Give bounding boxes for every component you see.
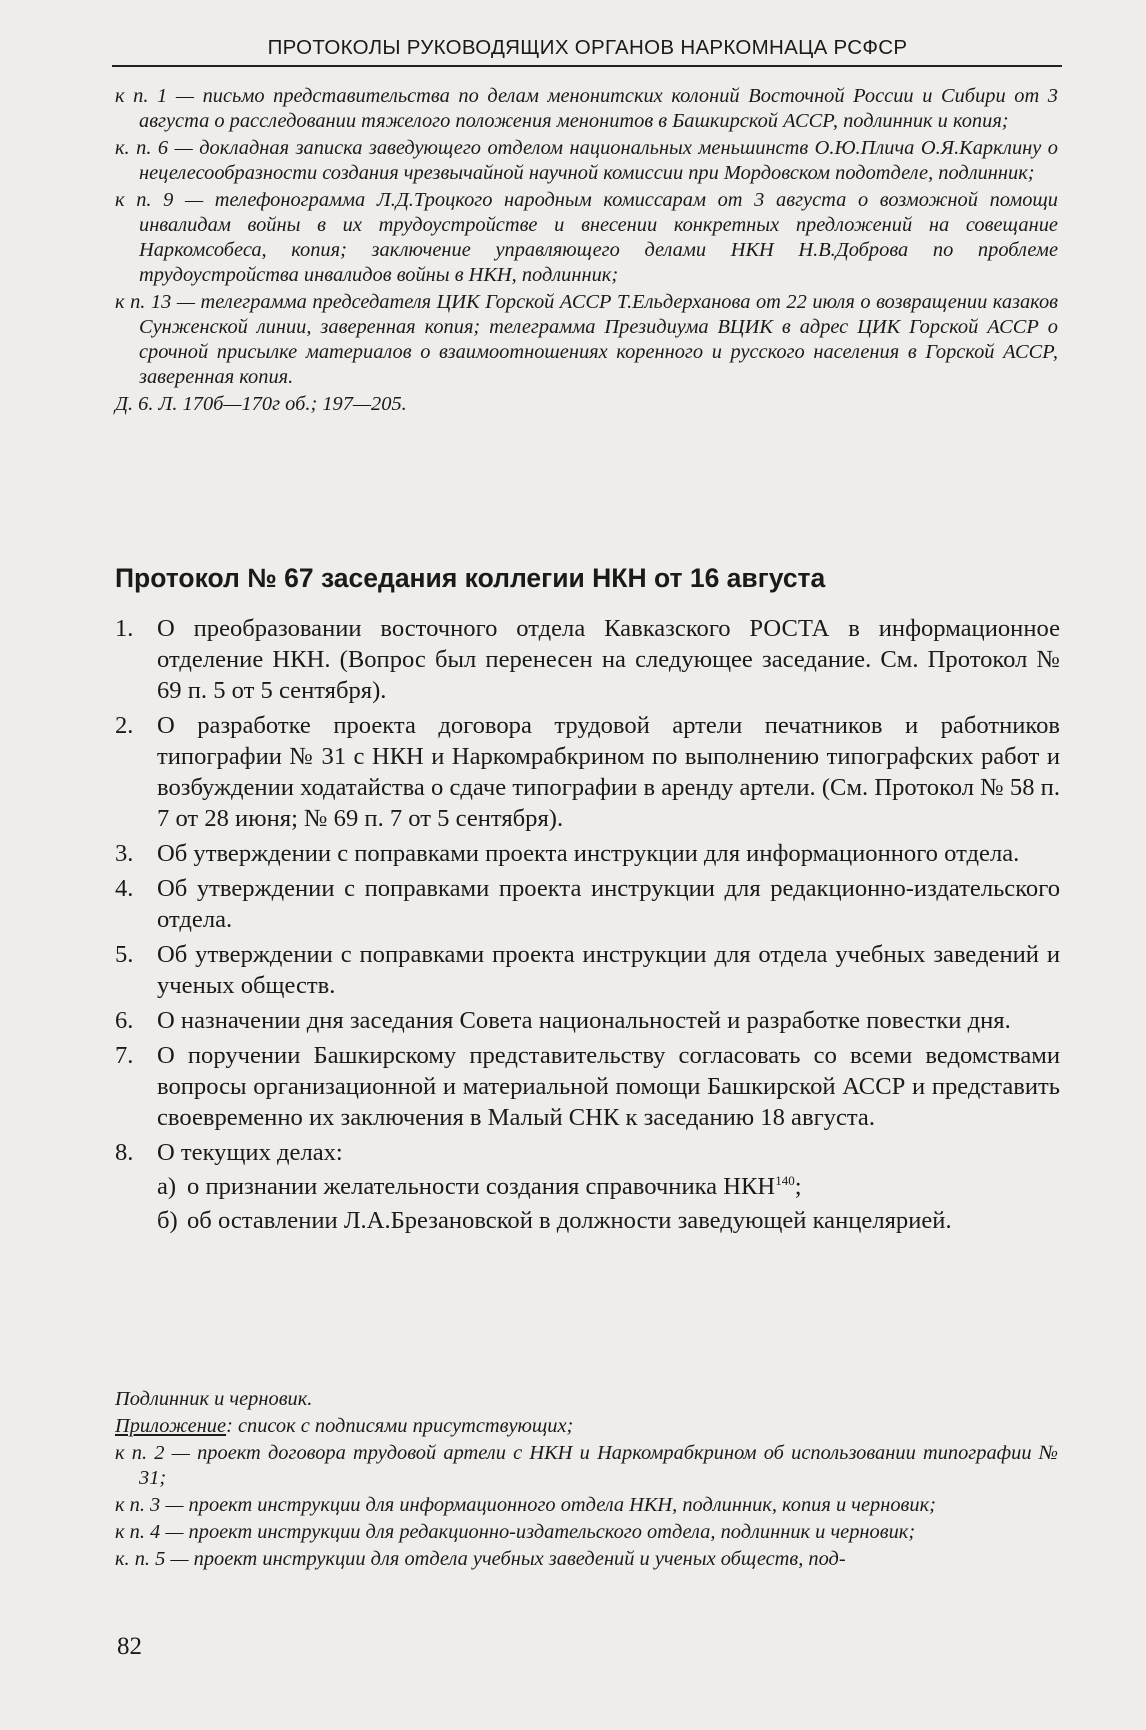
agenda-list <box>115 613 1060 1240</box>
note-item-6: к. п. 6 — докладная записка заведующего отделом национальных меньшинств О.Ю.Плича О.Я.Карклину о нецелесообразности создания чрезвычайной научной комиссии при Мордовском подотделе, подлинник; <box>115 137 1058 184</box>
agenda-item <box>115 838 1060 869</box>
item-number: 3. <box>115 840 134 867</box>
sub-item <box>157 1205 1060 1236</box>
item-number: 8. <box>115 1139 134 1166</box>
item-text: О поручении Башкирскому представительству согласовать со всеми ведомствами вопросы организационной и материальной помощи Башкирской АССР и представить своевременно их заключения в Малый СНК к заседанию 18 августа. <box>157 1042 1060 1131</box>
running-head: ПРОТОКОЛЫ РУКОВОДЯЩИХ ОРГАНОВ НАРКОМНАЦА РСФСР <box>267 36 908 59</box>
sub-item <box>157 1171 1060 1202</box>
item-number: 1. <box>115 615 134 642</box>
item-text: Об утверждении с поправками проекта инструкции для редакционно-издательского отдела. <box>157 875 1060 933</box>
header-rule <box>112 65 1062 67</box>
bottom-notes-block <box>115 1387 1058 1572</box>
appendix-line <box>115 1414 1058 1439</box>
top-notes-block <box>115 84 1058 417</box>
agenda-item <box>115 1137 1060 1236</box>
note-item-13: к п. 13 — телеграмма председателя ЦИК Горской АССР Т.Ельдерханова от 22 июля о возвращении казаков Сунженской линии, заверенная копия; телеграмма Президиума ВЦИК в адрес ЦИК Горской АССР о срочной присылке материалов о взаимоотношениях коренного и русского населения в Горской АССР, заверенная копия. <box>115 291 1058 388</box>
page-number: 82 <box>117 1633 142 1660</box>
agenda-item <box>115 873 1060 935</box>
item-text: О назначении дня заседания Совета национальностей и разработке повестки дня. <box>157 1007 1011 1034</box>
archive-reference: Д. 6. Л. 170б—170г об.; 197—205. <box>115 393 407 415</box>
protocol-heading: Протокол № 67 заседания коллегии НКН от 16 августа <box>115 563 826 593</box>
item-text: О преобразовании восточного отдела Кавказского РОСТА в информационное отделение НКН. (Вопрос был перенесен на следующее заседание. См. Протокол № 69 п. 5 от 5 сентября). <box>157 615 1060 704</box>
agenda-item <box>115 1005 1060 1036</box>
sub-item-text: об оставлении Л.А.Брезановской в должности заведующей канцелярией. <box>187 1207 952 1234</box>
sub-item-tail: ; <box>794 1173 802 1200</box>
sub-item-text: о признании желательности создания справочника НКН <box>187 1173 776 1200</box>
item-text: О разработке проекта договора трудовой артели печатников и работников типографии № 31 с НКН и Наркомрабкрином по выполнению типографских работ и возбуждении ходатайства о сдаче типографии в аренду артели. (См. Протокол № 58 п. 7 от 28 июня; № 69 п. 7 от 5 сентября). <box>157 712 1060 832</box>
note-item-5: к. п. 5 — проект инструкции для отдела учебных заведений и ученых обществ, под- <box>115 1548 846 1570</box>
item-text: О текущих делах: <box>157 1139 343 1166</box>
agenda-item <box>115 710 1060 834</box>
note-item-1: к п. 1 — письмо представительства по делам менонитских колоний Восточной России и Сибири от 3 августа о расследовании тяжелого положения менонитов в Башкирской АССР, подлинник и копия; <box>115 85 1058 132</box>
item-number: 2. <box>115 712 134 739</box>
note-item-3: к п. 3 — проект инструкции для информационного отдела НКН, подлинник, копия и черновик; <box>115 1494 936 1516</box>
note-item-2: к п. 2 — проект договора трудовой артели с НКН и Наркомрабкрином об использовании типографии № 31; <box>115 1442 1058 1489</box>
agenda-item <box>115 1040 1060 1133</box>
footnote-ref: 140 <box>775 1172 795 1188</box>
item-number: 6. <box>115 1007 134 1034</box>
item-number: 4. <box>115 875 134 902</box>
source-note: Подлинник и черновик. <box>115 1388 313 1410</box>
sub-item-letter: б) <box>157 1207 178 1234</box>
note-item-9: к п. 9 — телефонограмма Л.Д.Троцкого народным комиссарам от 3 августа о возможной помощи инвалидам войны в их трудоустройстве и внесении конкретных предложений на совещание Наркомсобеса, копия; заключение управляющего делами НКН Н.В.Доброва по проблеме трудоустройства инвалидов войны в НКН, подлинник; <box>115 189 1058 286</box>
note-item-4: к п. 4 — проект инструкции для редакционно-издательского отдела, подлинник и черновик; <box>115 1521 916 1543</box>
sub-item-letter: а) <box>157 1173 177 1200</box>
agenda-item <box>115 939 1060 1001</box>
item-number: 7. <box>115 1042 134 1069</box>
item-text: Об утверждении с поправками проекта инструкции для информационного отдела. <box>157 840 1020 867</box>
item-text: Об утверждении с поправками проекта инструкции для отдела учебных заведений и ученых обществ. <box>157 941 1060 999</box>
agenda-item <box>115 613 1060 706</box>
appendix-text: : список с подписями присутствующих; <box>226 1415 574 1437</box>
item-number: 5. <box>115 941 134 968</box>
appendix-label: Приложение <box>115 1415 227 1437</box>
